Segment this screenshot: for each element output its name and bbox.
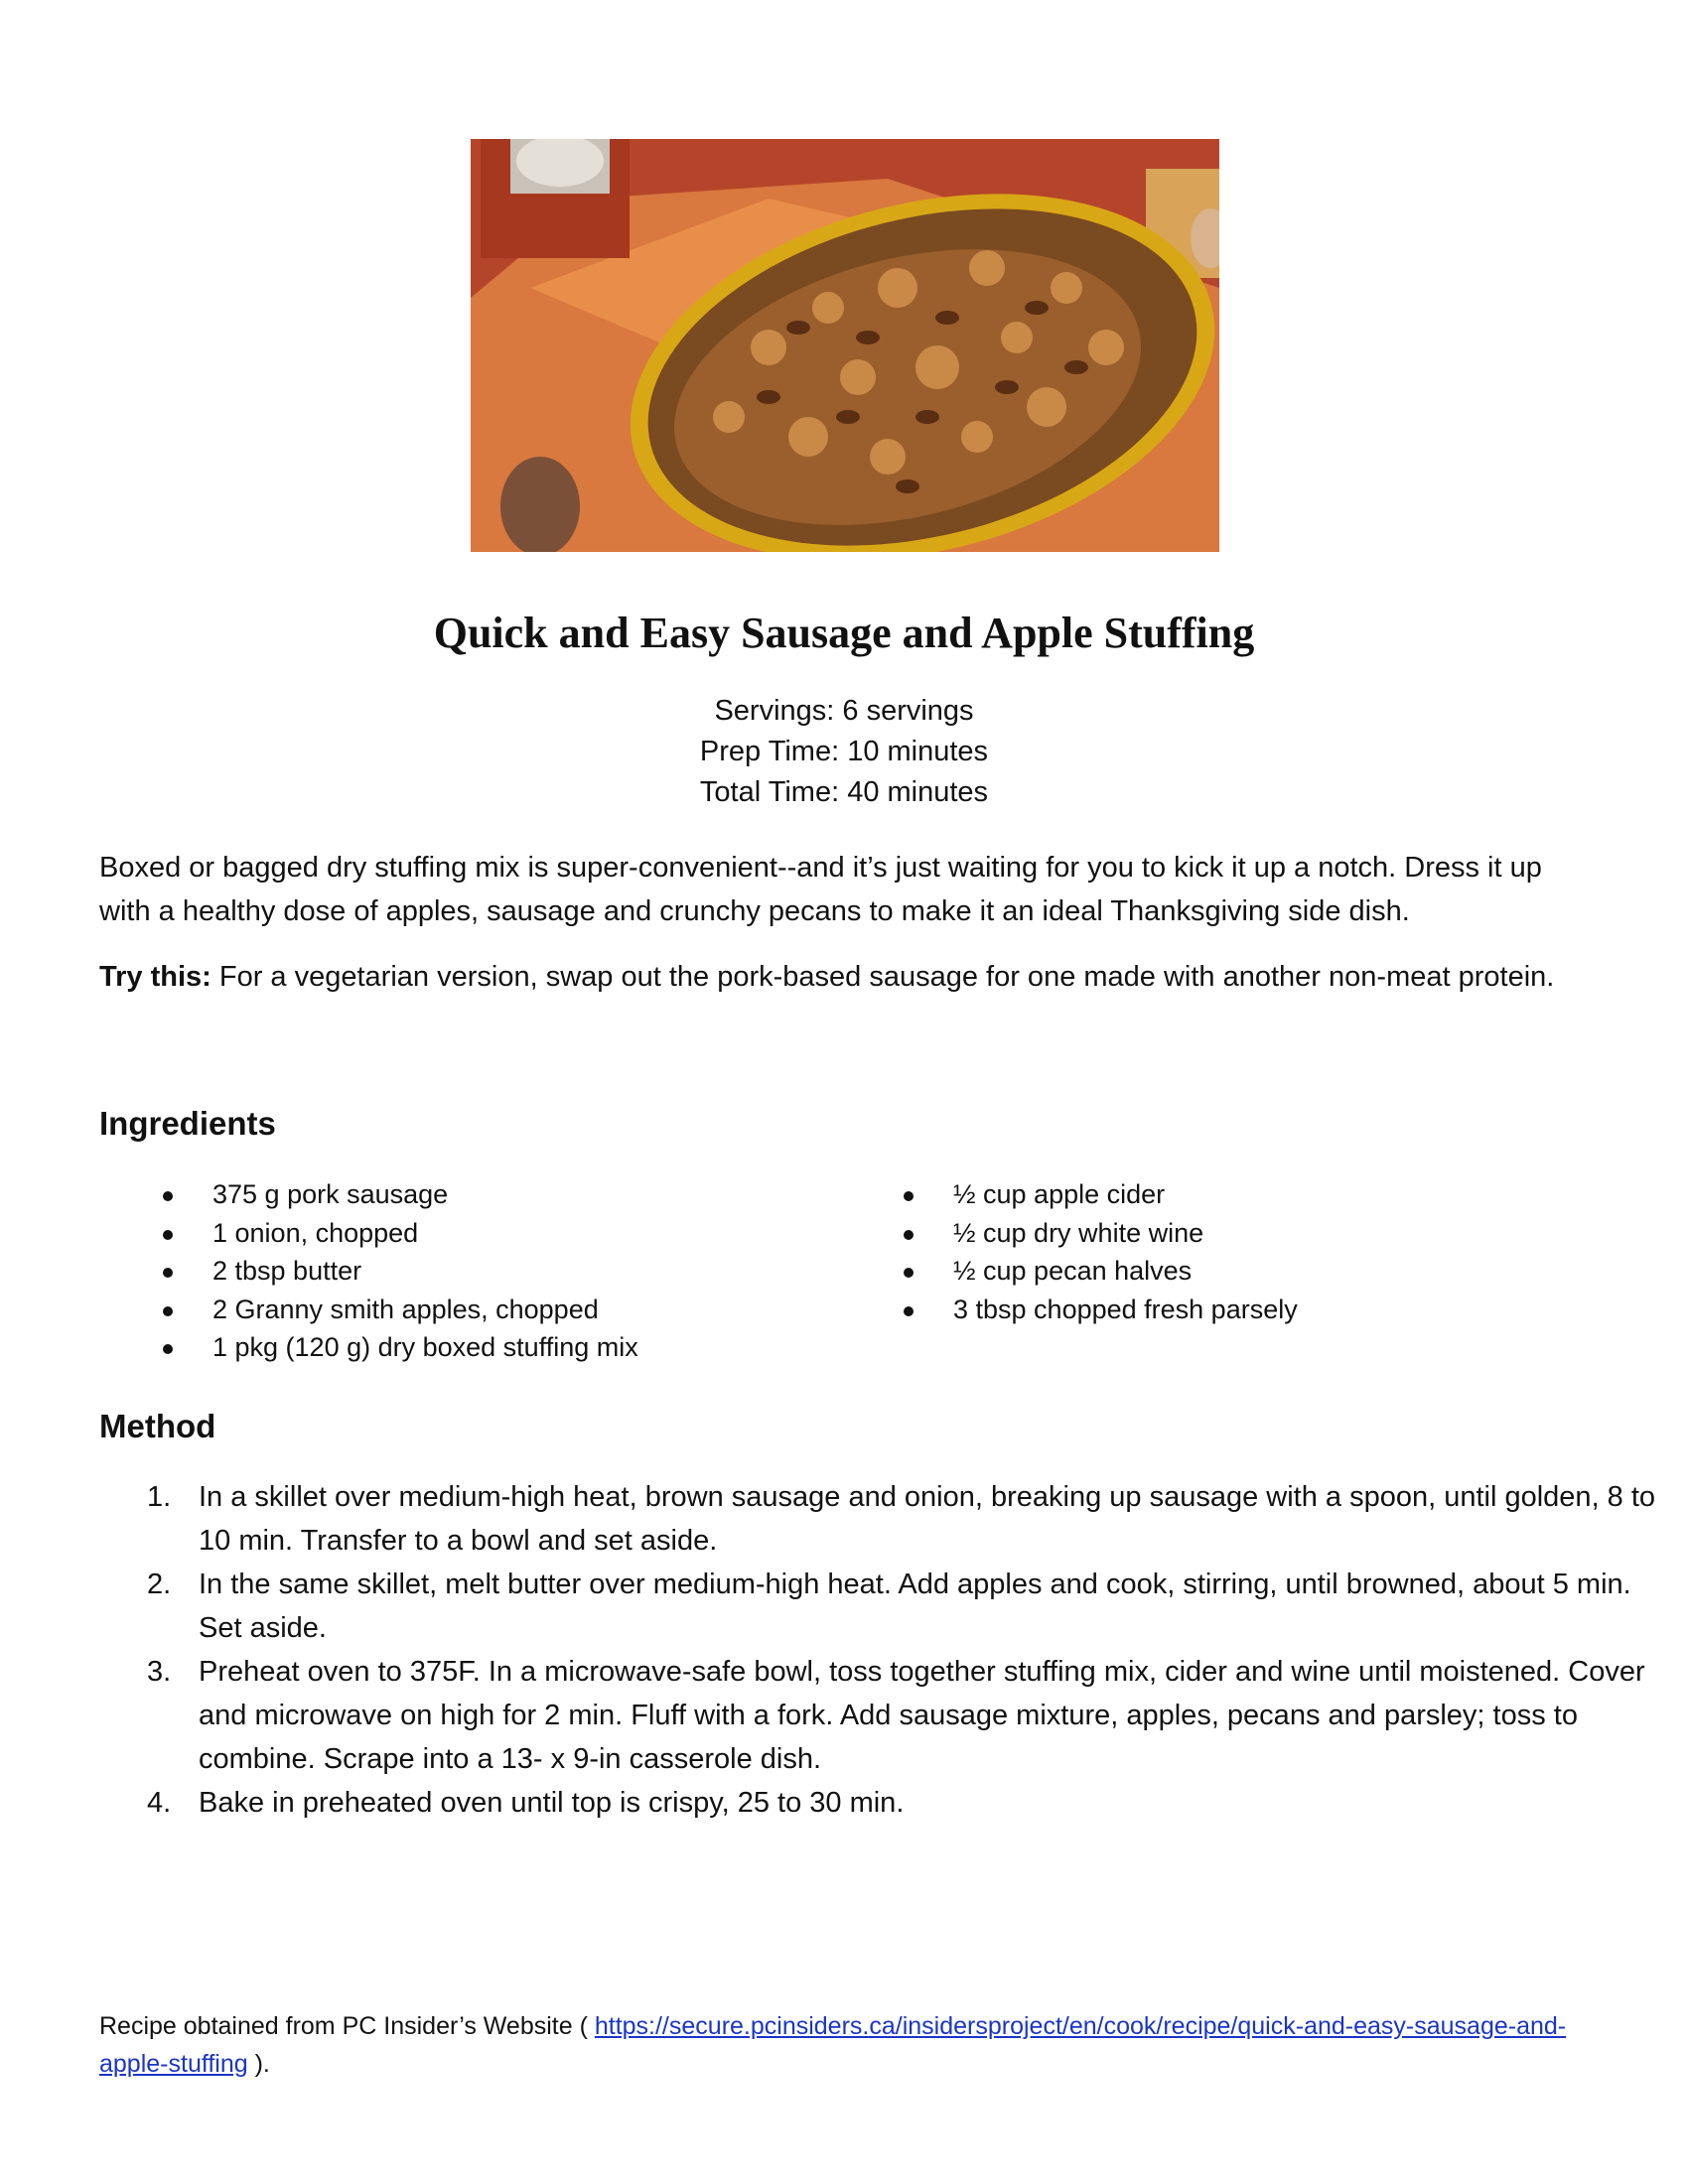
source-attribution [99,2007,1589,2083]
step-number: 4. [147,1787,172,1819]
attribution-prefix: Recipe obtained from PC Insider’s Website ( [99,2012,595,2040]
step-text: In a skillet over medium-high heat, brown sausage and onion, breaking up sausage with a spoon, until golden, 8 to 10 min. Transfer to a bowl and set aside. [199,1481,1656,1557]
ingredient-item: 3 tbsp chopped fresh parsely [900,1291,1298,1329]
tip-text: For a vegetarian version, swap out the pork-based sausage for one made with another non-meat protein. [211,961,1555,993]
step-number: 2. [147,1569,172,1600]
bullet-icon [904,1191,914,1201]
ingredient-item: 1 onion, chopped [159,1214,638,1253]
ingredient-item: 2 tbsp butter [159,1252,638,1291]
source-link[interactable]: https://secure.pcinsiders.ca/insidersproject/en/cook/recipe/quick-and-easy-sausage-and-apple-stuffing [99,2012,1567,2078]
ingredient-item: 2 Granny smith apples, chopped [159,1291,638,1329]
ingredient-item: ½ cup apple cider [900,1175,1298,1214]
ingredients-heading: Ingredients [99,1105,276,1142]
try-this-tip [99,955,1589,999]
step-text: In the same skillet, melt butter over medium-high heat. Add apples and cook, stirring, until browned, about 5 min. Set aside. [199,1569,1631,1644]
bullet-icon [904,1306,914,1316]
method-step [99,1563,1658,1650]
servings-text: Servings: 6 servings [714,695,974,727]
bullet-icon [163,1344,173,1354]
step-number: 1. [147,1481,172,1513]
ingredient-item: 1 pkg (120 g) dry boxed stuffing mix [159,1328,638,1367]
step-text: Preheat oven to 375F. In a microwave-safe bowl, toss together stuffing mix, cider and wine until moistened. Cover and microwave on high for 2 min. Fluff with a fork. Add sausage mixture, apples, pecans and parsley; toss to combine. Scrape into a 13- x 9-in casserole dish. [199,1656,1645,1775]
method-heading: Method [99,1408,216,1444]
recipe-description: Boxed or bagged dry stuffing mix is super-convenient--and it’s just waiting for you to kick it up a notch. Dress it up with a healthy dose of apples, sausage and crunchy pecans to make it an ideal Thanksgiving side dish. [99,852,1542,927]
bullet-icon [163,1306,173,1316]
total-time-text: Total Time: 40 minutes [699,776,989,808]
ingredient-item: ½ cup pecan halves [900,1252,1298,1291]
attribution-suffix: ). [247,2050,270,2078]
ingredients-list-right [900,1175,1298,1328]
recipe-meta [0,691,1688,813]
method-step [99,1781,1658,1825]
stuffing-dish-photo [471,139,1219,552]
bullet-icon [163,1230,173,1240]
method-step [99,1475,1658,1563]
bullet-icon [904,1268,914,1278]
bullet-icon [904,1230,914,1240]
recipe-title: Quick and Easy Sausage and Apple Stuffing [433,609,1255,657]
bullet-icon [163,1191,173,1201]
ingredient-item: ½ cup dry white wine [900,1214,1298,1253]
bullet-icon [163,1268,173,1278]
ingredients-list-left [159,1175,638,1367]
prep-time-text: Prep Time: 10 minutes [699,736,989,767]
ingredient-item: 375 g pork sausage [159,1175,638,1214]
method-step [99,1650,1658,1781]
method-steps [99,1475,1656,1825]
tip-label: Try this: [99,961,211,993]
step-number: 3. [147,1656,172,1688]
step-text: Bake in preheated oven until top is crispy, 25 to 30 min. [199,1787,905,1819]
